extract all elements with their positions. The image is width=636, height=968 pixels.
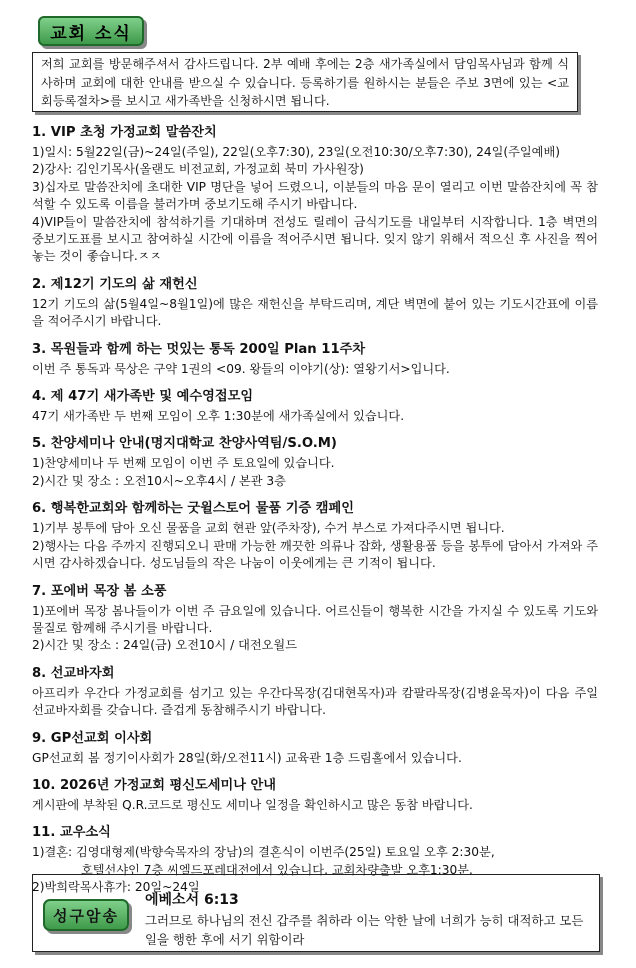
- announcement-title: 10. 2026년 가정교회 평신도세미나 안내: [32, 777, 277, 793]
- announcement-line: 4)VIP들이 말씀잔치에 참석하기를 기대하며 전성도 릴레이 금식기도를 내일부터 시작합니다. 1층 벽면의 중보기도표를 보시고 참여하실 시간에 이름을 적어주시면 됩니다. 잊지 않기 위해서 적으신 후 사진을 찍어 놓는 것이 좋습니다.ㅈㅈ: [32, 214, 598, 264]
- announcement-new-family: [32, 388, 598, 425]
- announcement-title: 7. 포에버 목장 봄 소풍: [32, 583, 167, 599]
- announcement-line: 1)포에버 목장 봄나들이가 이번 주 금요일에 있습니다. 어르신들이 행복한 시간을 가지실 수 있도록 기도와 물질로 함께해 주시기를 바랍니다.: [32, 603, 598, 635]
- announcement-bible-reading: [32, 341, 598, 378]
- announcement-prayer-life: [32, 276, 598, 331]
- announcement-lay-seminar: [32, 777, 598, 814]
- memory-verse-label: 성구암송: [43, 899, 129, 931]
- announcement-title: 2. 제12기 기도의 삶 재헌신: [32, 276, 198, 292]
- announcement-title: 4. 제 47기 새가족반 및 예수영접모임: [32, 389, 254, 405]
- announcement-gp-board: [32, 730, 598, 767]
- announcement-line: 2)박희락목사휴가: 20일~24일: [32, 880, 200, 895]
- announcement-line: 1)기부 봉투에 담아 오신 물품을 교회 현관 앞(주차장), 수거 부스로 가져다주시면 됩니다.: [32, 521, 505, 536]
- announcement-title: 5. 찬양세미나 안내(명지대학교 찬양사역팀/S.O.M): [32, 436, 337, 452]
- announcement-spring-picnic: [32, 583, 598, 655]
- announcement-line: 3)십자로 말씀잔치에 초대한 VIP 명단을 넣어 드렸으니, 이분들의 마음 문이 열리고 이번 말씀잔치에 꼭 참석할 수 있도록 이름을 불러가며 중보기도해 주시기 바랍니다.: [32, 179, 598, 212]
- announcement-line: 아프리카 우간다 가정교회를 섬기고 있는 우간다목장(김대현목자)과 캄팔라목장(김병윤목자)이 다음 주일 선교바자회를 갖습니다. 즐겁게 동참해주시기 바랍니다.: [32, 685, 598, 718]
- announcement-mission-bazaar: [32, 665, 598, 720]
- announcement-line: 47기 새가족반 두 번째 모임이 오후 1:30분에 새가족실에서 있습니다.: [32, 409, 405, 424]
- announcement-line: 2)강사: 김인기목사(올랜도 비전교회, 가정교회 북미 가사원장): [32, 162, 364, 177]
- announcement-title: 3. 목원들과 함께 하는 멋있는 통독 200일 Plan 11주차: [32, 341, 366, 357]
- announcement-title: 8. 선교바자회: [32, 665, 115, 681]
- memory-verse-box: [32, 874, 600, 952]
- verse-text: 그러므로 하나님의 전신 갑주를 취하라 이는 악한 날에 너희가 능히 대적하고 모든 일을 행한 후에 서기 위함이라: [145, 913, 584, 947]
- announcement-goodwill-campaign: [32, 500, 598, 572]
- announcement-title: 11. 교우소식: [32, 825, 111, 841]
- announcement-line: 2)시간 및 장소 : 24일(금) 오전10시 / 대전오월드: [32, 638, 297, 653]
- announcement-line: 이번 주 통독과 묵상은 구약 1권의 <09. 왕들의 이야기(상): 열왕기서>입니다.: [32, 361, 450, 376]
- announcement-line: 1)결혼: 김영대형제(박향숙목자의 장남)의 결혼식이 이번주(25일) 토요일 오후 2:30분,: [32, 845, 495, 860]
- announcement-title: 9. GP선교회 이사회: [32, 730, 153, 746]
- welcome-notice: [32, 52, 578, 112]
- announcement-title: 6. 행복한교회와 함께하는 굿윌스토어 물품 기증 캠페인: [32, 501, 354, 517]
- announcement-line: 2)시간 및 장소 : 오전10시~오후4시 / 본관 3층: [32, 473, 286, 488]
- announcement-vip-festival: [32, 124, 598, 266]
- announcement-line: 12기 기도의 삶(5월4일~8월1일)에 많은 재헌신을 부탁드리며, 계단 벽면에 붙어 있는 기도시간표에 이름을 적어주시기 바랍니다.: [32, 296, 598, 329]
- announcement-line: 1)일시: 5월22일(금)~24일(주일), 22일(오후7:30), 23일(오전10:30/오후7:30), 24일(주일예배): [32, 145, 560, 159]
- section-title-button: 교회 소식: [38, 16, 144, 46]
- announcement-title: 1. VIP 초청 가정교회 말씀잔치: [32, 125, 217, 140]
- announcement-line: 게시판에 부착된 Q.R.코드로 평신도 세미나 일정을 확인하시고 많은 동참 바랍니다.: [32, 797, 473, 812]
- announcement-line: 2)행사는 다음 주까지 진행되오니 판매 가능한 깨끗한 의류나 잡화, 생활용품 등을 봉투에 담아서 가져와 주시면 감사하겠습니다. 성도님들의 작은 나눔이 이웃에게는 큰 기적이 됩니다.: [32, 538, 598, 571]
- announcement-list: [32, 124, 598, 907]
- announcement-worship-seminar: [32, 435, 598, 490]
- verse-reference: 에베소서 6:13: [145, 892, 239, 908]
- announcement-line: GP선교회 봄 정기이사회가 28일(화/오전11시) 교육관 1층 드림홀에서 있습니다.: [32, 750, 462, 765]
- welcome-text: 저희 교회를 방문해주셔서 감사드립니다. 2부 예배 후에는 2층 새가족실에서 담임목사님과 함께 식사하며 교회에 대한 안내를 받으실 수 있습니다. 등록하기를 원하시는 분들은 주보 3면에 있는 <교회등록절차>를 보시고 새가족반을 신청하시면 됩니다.: [41, 57, 569, 108]
- announcement-line: 1)찬양세미나 두 번째 모임이 이번 주 토요일에 있습니다.: [32, 456, 335, 471]
- announcement-line: 호텔선샤인 7층 씨엘드포레대전에서 있습니다. 교회차량출발 오후1:30분.: [81, 862, 473, 877]
